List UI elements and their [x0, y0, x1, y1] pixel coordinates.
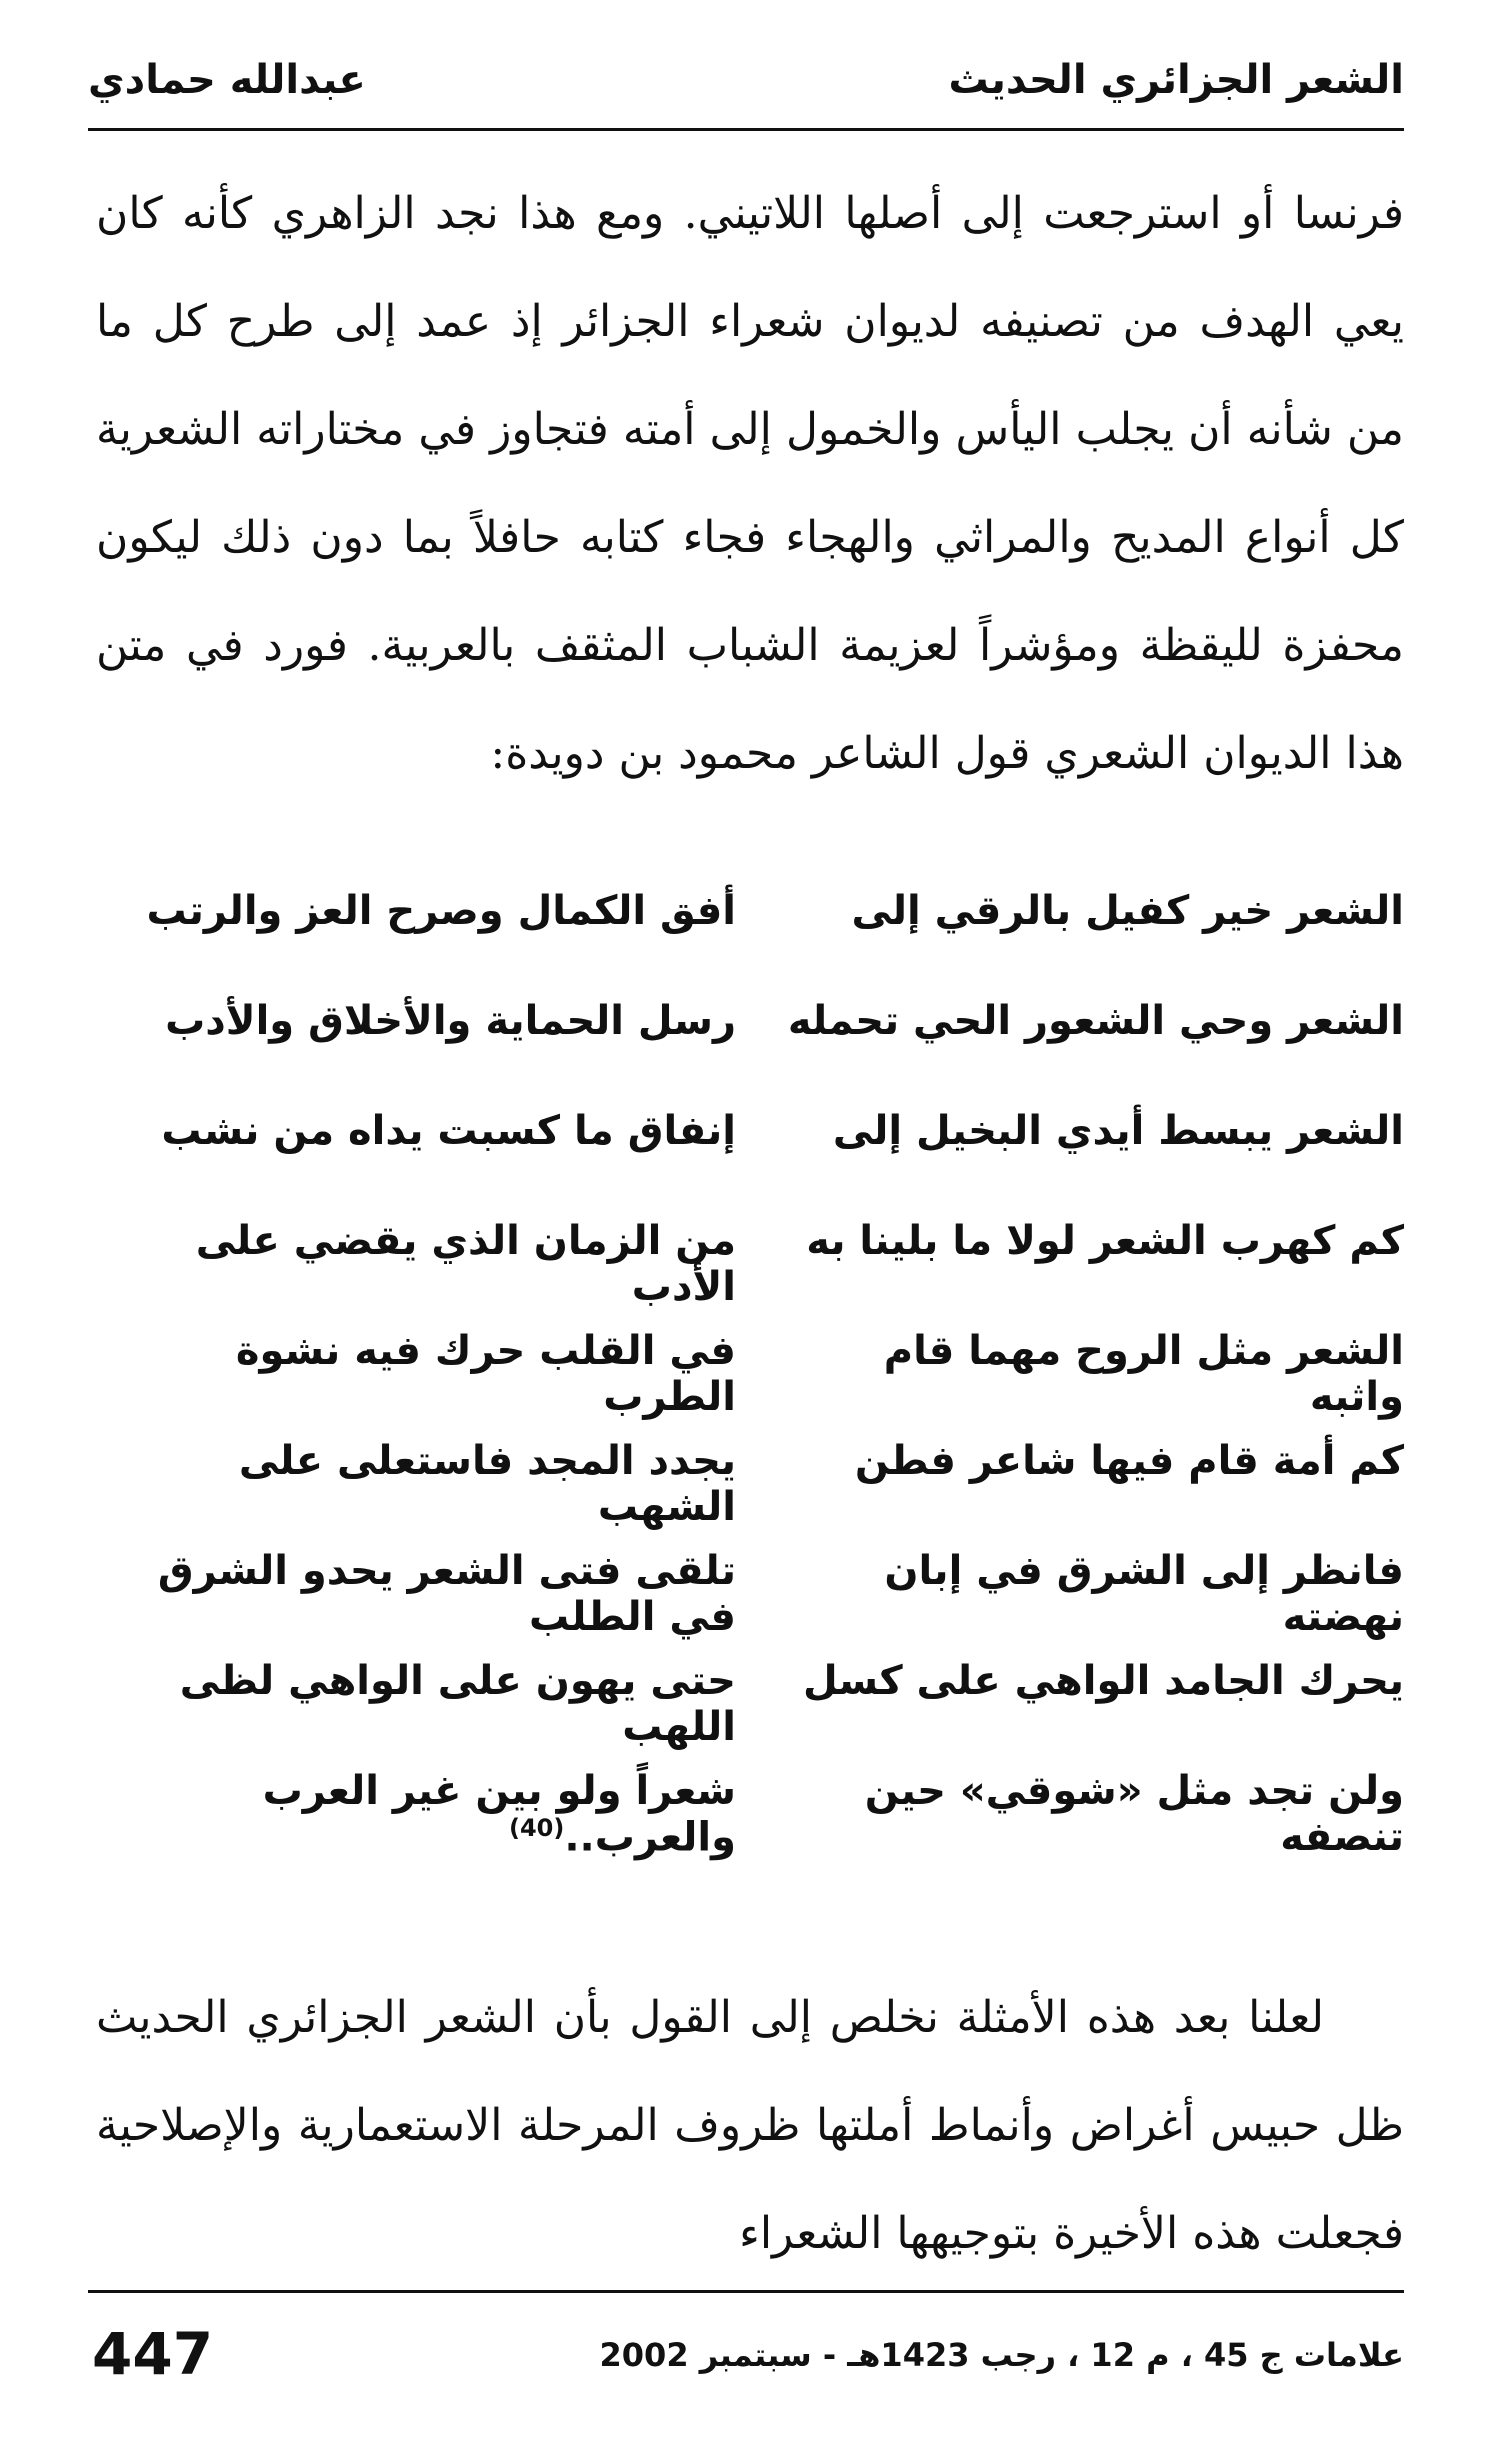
paragraph-1	[96, 160, 1404, 808]
footer-rule	[88, 2290, 1404, 2293]
poem	[96, 888, 1404, 1878]
footnote-marker: (40)	[509, 1814, 565, 1842]
verse-second-hemistich: في القلب حرك فيه نشوة الطرب	[235, 1328, 736, 1420]
verse-second-hemistich: رسل الحماية والأخلاق والأدب	[165, 998, 736, 1044]
verse	[96, 1328, 1404, 1438]
verse-first-hemistich: كم أمة قام فيها شاعر فطن	[854, 1438, 1404, 1484]
verse	[96, 1658, 1404, 1768]
verse-first-hemistich: الشعر يبسط أيدي البخيل إلى	[832, 1108, 1404, 1154]
verse-second-hemistich: تلقى فتى الشعر يحدو الشرق في الطلب	[157, 1548, 736, 1640]
verse-first-hemistich: الشعر وحي الشعور الحي تحمله	[787, 998, 1404, 1044]
verse	[96, 1438, 1404, 1548]
verse-second-hemistich	[96, 1768, 736, 1860]
verse-second-hemistich: يجدد المجد فاستعلى على الشهب	[238, 1438, 736, 1530]
verse-second-hemistich: أفق الكمال وصرح العز والرتب	[146, 888, 736, 934]
verse-second-hemistich-text: شعراً ولو بين غير العرب والعرب..	[262, 1768, 736, 1861]
journal-citation: علامات ج 45 ، م 12 ، رجب 1423هـ - سبتمبر 2002	[599, 2336, 1404, 2374]
page-number: 447	[92, 2320, 214, 2388]
verse	[96, 1108, 1404, 1218]
verse-first-hemistich: ولن تجد مثل «شوقي» حين تنصفه	[864, 1768, 1404, 1860]
verse	[96, 1768, 1404, 1878]
verse-first-hemistich: يحرك الجامد الواهي على كسل	[802, 1658, 1404, 1704]
verse-first-hemistich: الشعر مثل الروح مهما قام واثبه	[883, 1328, 1404, 1420]
running-header	[88, 40, 1404, 120]
verse	[96, 1218, 1404, 1328]
page-footer	[88, 2310, 1404, 2410]
verse-second-hemistich: إنفاق ما كسبت يداه من نشب	[161, 1108, 736, 1154]
paragraph-2-text: لعلنا بعد هذه الأمثلة نخلص إلى القول بأن الشعر الجزائري الحديث ظل حبيس أغراض وأنماط أملتها ظروف المرحلة الاستعمارية والإصلاحية فجعلت هذه الأخيرة بتوجيهها الشعراء	[96, 1992, 1404, 2259]
verse	[96, 998, 1404, 1108]
verse-first-hemistich: فانظر إلى الشرق في إبان نهضته	[884, 1548, 1404, 1640]
verse-first-hemistich: الشعر خير كفيل بالرقي إلى	[851, 888, 1404, 934]
verse	[96, 888, 1404, 998]
verse-second-hemistich: من الزمان الذي يقضي على الأدب	[195, 1218, 736, 1310]
verse-second-hemistich: حتى يهون على الواهي لظى اللهب	[179, 1658, 736, 1750]
header-author: عبدالله حمادي	[88, 57, 366, 103]
verse	[96, 1548, 1404, 1658]
paragraph-2	[96, 1964, 1404, 2288]
header-title: الشعر الجزائري الحديث	[948, 57, 1404, 103]
verse-first-hemistich: كم كهرب الشعر لولا ما بلينا به	[806, 1218, 1404, 1264]
paragraph-1-text: فرنسا أو استرجعت إلى أصلها اللاتيني. ومع هذا نجد الزاهري كأنه كان يعي الهدف من تصنيفه لديوان شعراء الجزائر إذ عمد إلى طرح كل ما من شأنه أن يجلب اليأس والخمول إلى أمته فتجاوز في مختاراته الشعرية كل أنواع المديح والمراثي والهجاء فجاء كتابه حافلاً بما دون ذلك ليكون محفزة لليقظة ومؤشراً لعزيمة الشباب المثقف بالعربية. فورد في متن هذا الديوان الشعري قول الشاعر محمود بن دويدة:	[96, 188, 1404, 779]
header-rule	[88, 128, 1404, 131]
